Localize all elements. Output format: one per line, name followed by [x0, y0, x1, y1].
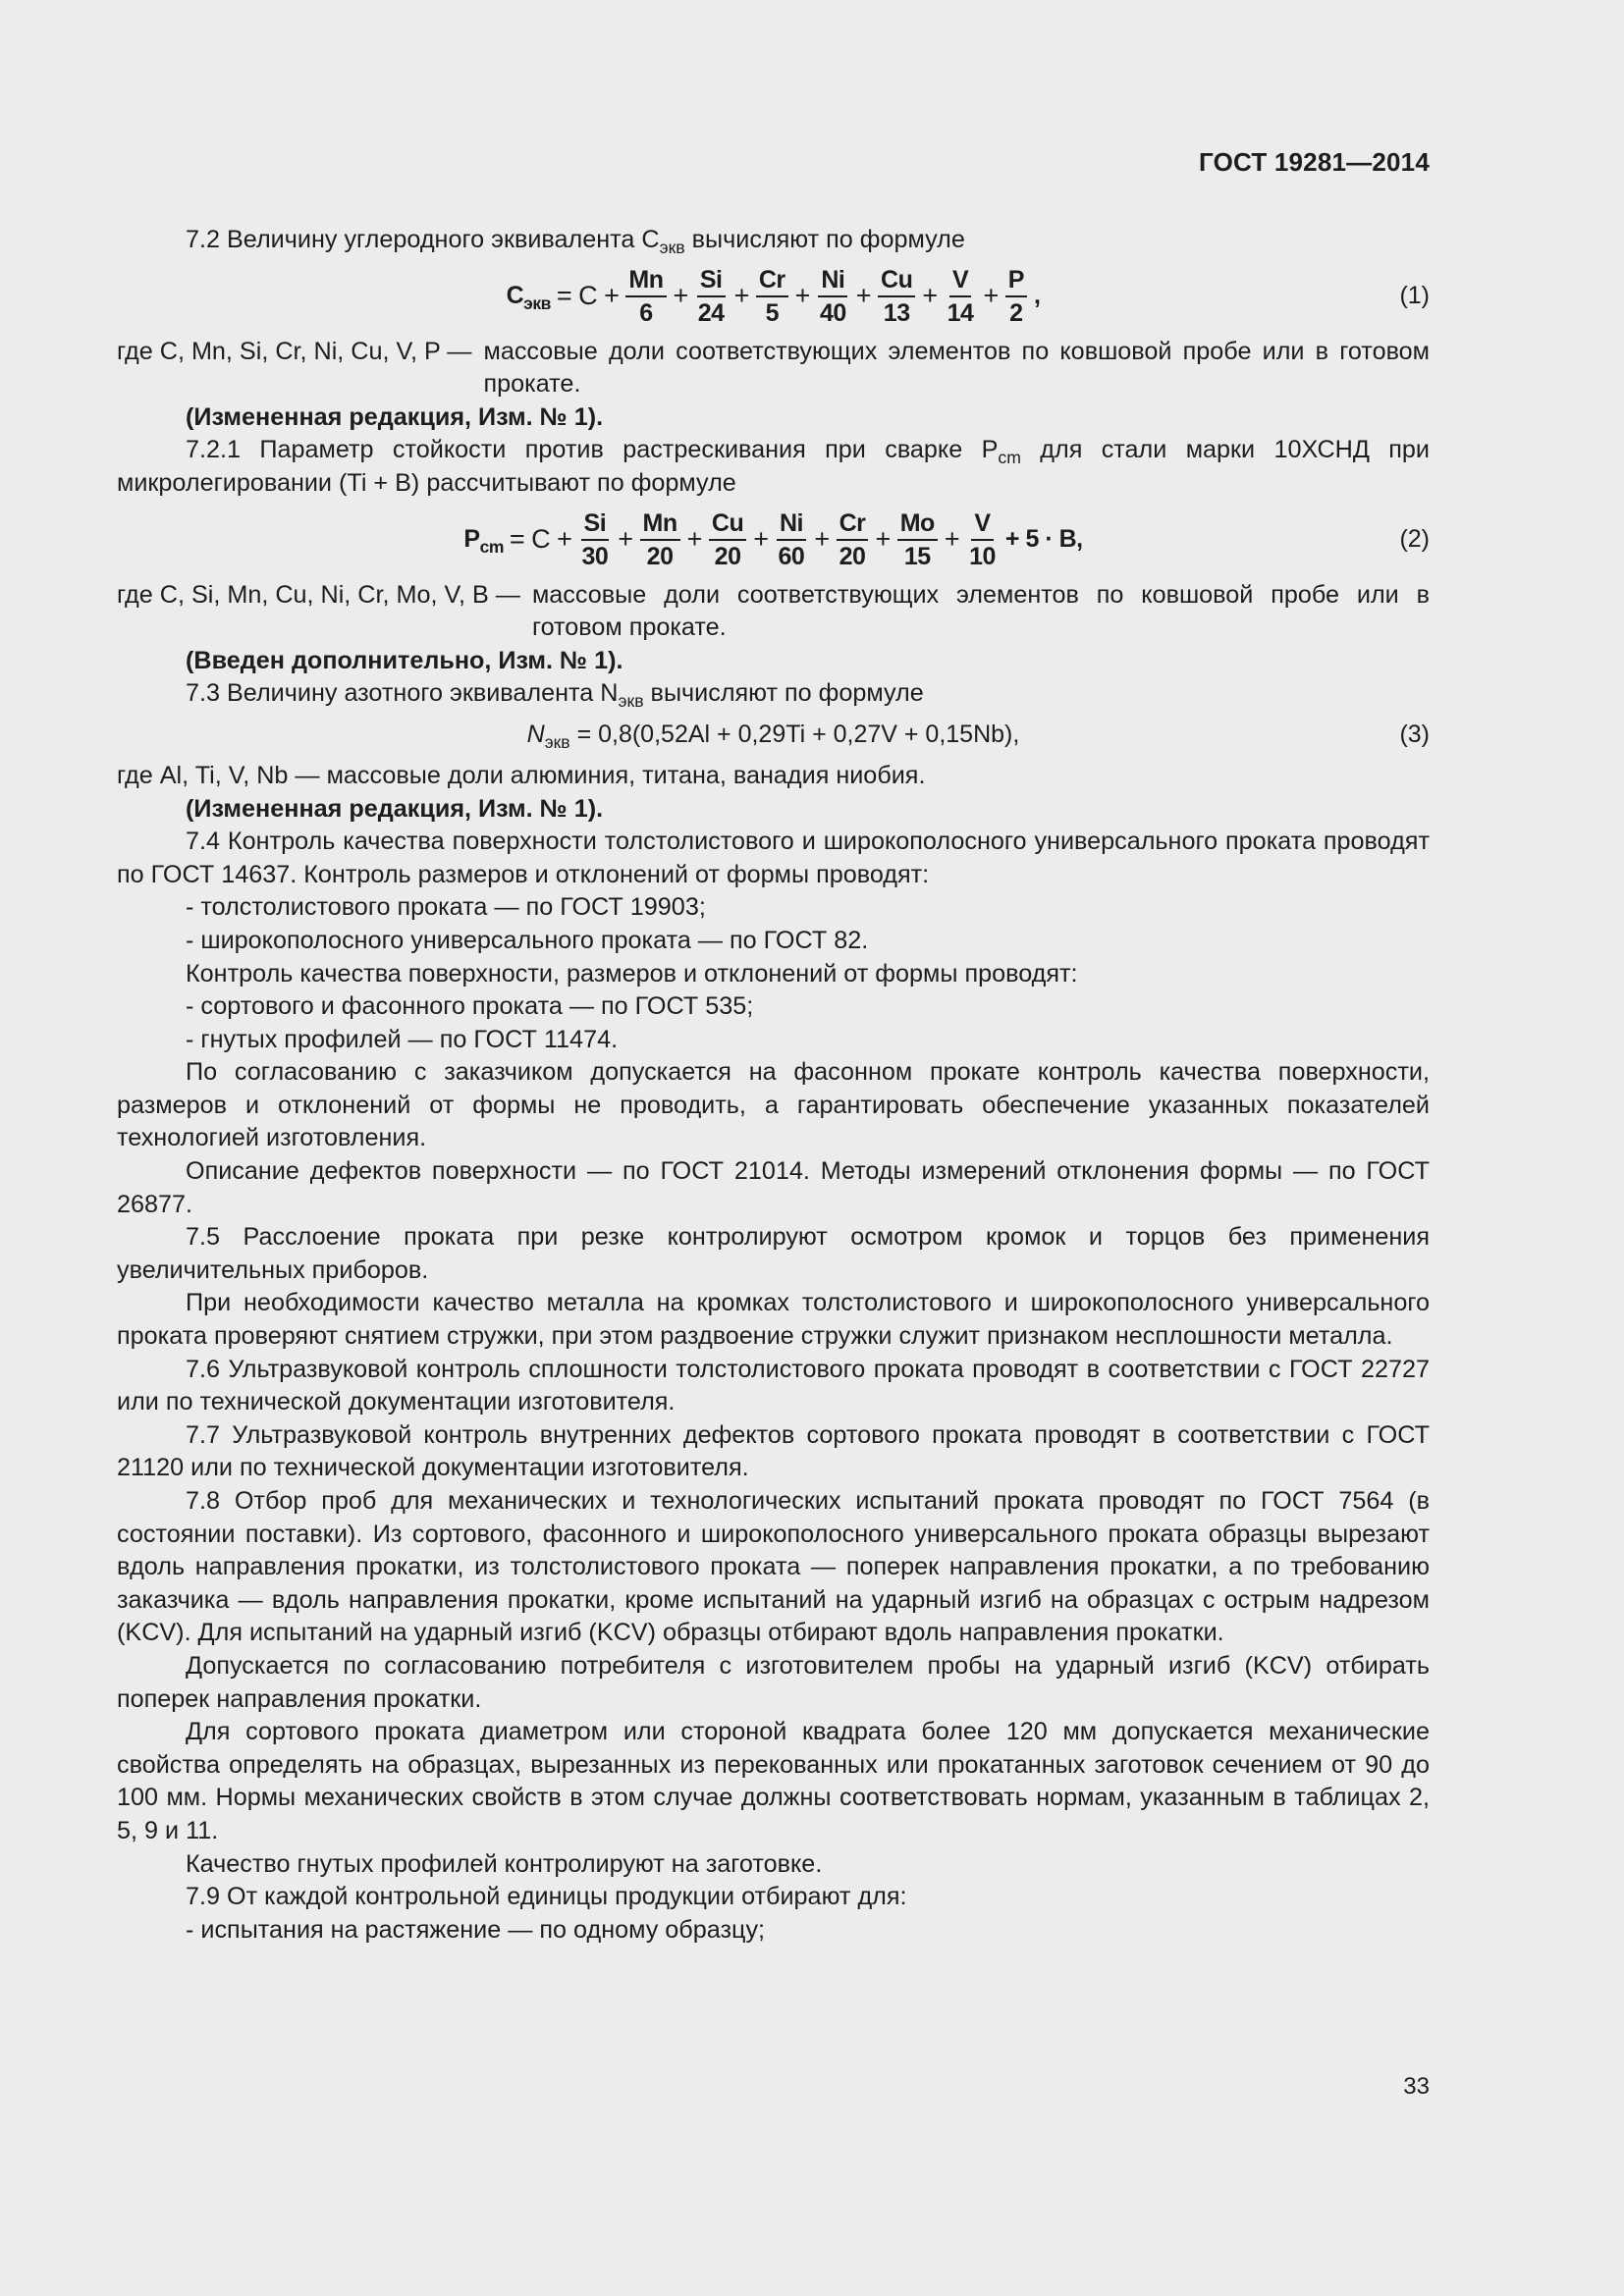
page-number: 33	[1403, 2073, 1430, 2100]
formula-2-expression	[463, 508, 1082, 571]
formula-1-lhs: $С_{экв}$	[506, 281, 551, 313]
formula-2-denominator: 60	[778, 542, 805, 570]
formula-3	[117, 711, 1430, 760]
body-paragraph: - сортового и фасонного проката — по ГОСТ 535;	[186, 992, 754, 1021]
formula-2-tail: + 5 · B,	[1004, 524, 1083, 553]
formula-2-denominator: 10	[969, 542, 996, 570]
body-paragraph: Качество гнутых профилей контролируют на заготовке.	[186, 1849, 823, 1878]
where-1-label: где C, Mn, Si, Cr, Ni, Cu, V, P —	[117, 337, 472, 365]
formula-3-number: (3)	[1399, 721, 1430, 749]
body-paragraph: 7.8 Отбор проб для механических и технологических испытаний проката проводят по ГОСТ 7564 (в состоянии поставки). Из сортового, фасонного и широкополосного универсального проката образцы вырезают вдоль направления прокатки, из толстолистового проката — поперек направления прокатки, а по требованию заказчика — вдоль направления прокатки, кроме испытаний на ударный изгиб на образцах с острым надрезом (KCV). Для испытаний на ударный изгиб (KCV) образцы отбирают вдоль направления прокатки.	[117, 1487, 1430, 1647]
formula-2-plus: +	[814, 523, 830, 554]
body-paragraph: 7.6 Ультразвуковой контроль сплошности толстолистового проката проводят в соответствии с ГОСТ 22727 или по технической документации изготовителя.	[117, 1355, 1430, 1416]
body-paragraph: 7.7 Ультразвуковой контроль внутренних дефектов сортового проката проводят в соответствии с ГОСТ 21120 или по технической документации изготовителя.	[117, 1420, 1430, 1482]
body-paragraph: - гнутых профилей — по ГОСТ 11474.	[186, 1025, 619, 1053]
formula-1-plus: +	[983, 280, 999, 310]
formula-2-plus: +	[944, 523, 960, 554]
formula-1-plus: +	[673, 280, 688, 310]
where-3: где Al, Ti, V, Nb — массовые доли алюминия, титана, ванадия ниобия.	[117, 761, 926, 789]
formula-2-fraction	[709, 508, 746, 571]
formula-2-fraction	[776, 508, 808, 571]
formula-2-denominator: 20	[646, 542, 674, 570]
formula-2	[117, 501, 1430, 579]
formula-1-fraction	[625, 265, 666, 328]
body-paragraphs	[117, 826, 1430, 1947]
amendment-note-3: (Измененная редакция, Изм. № 1).	[186, 794, 604, 823]
formula-2-denominator: 15	[903, 542, 931, 570]
formula-2-numerator: Mn	[640, 508, 680, 541]
formula-3-lhs: N	[526, 721, 545, 749]
formula-1-fraction	[817, 265, 849, 328]
formula-1-numerator: V	[949, 265, 971, 297]
formula-1-plus: +	[794, 280, 810, 310]
formula-1-fraction	[756, 265, 788, 328]
amendment-note-2: (Введен дополнительно, Изм. № 1).	[186, 646, 623, 674]
formula-1-numerator: Ni	[818, 265, 847, 297]
doc-code-header: ГОСТ 19281—2014	[1199, 147, 1430, 177]
formula-3-expression	[527, 719, 1020, 752]
body-paragraph: Допускается по согласованию потребителя с изготовителем пробы на ударный изгиб (KCV) отбирать поперек направления прокатки.	[117, 1651, 1430, 1713]
body-paragraph: 7.5 Расслоение проката при резке контролируют осмотром кромок и торцов без применения увеличительных приборов.	[117, 1223, 1430, 1284]
formula-2-denominator: 20	[839, 542, 866, 570]
where-1-text: массовые доли соответствующих элементов по ковшовой пробе или в готовом прокате.	[483, 337, 1430, 399]
formula-2-lhs: $P_{cm}$	[463, 524, 504, 557]
formula-1-denominator: 2	[1009, 298, 1023, 327]
amendment-note-1: (Измененная редакция, Изм. № 1).	[186, 402, 604, 431]
formula-1-denominator: 5	[765, 298, 779, 327]
formula-1-fraction	[945, 265, 977, 328]
formula-1-numerator: Mn	[625, 265, 666, 297]
formula-1-numerator: Si	[697, 265, 726, 297]
formula-1-fraction	[1005, 265, 1027, 328]
body-paragraph: - широкополосного универсального проката — по ГОСТ 82.	[186, 926, 869, 954]
formula-2-numerator: Cu	[709, 508, 746, 541]
formula-1-denominator: 40	[819, 298, 846, 327]
formula-3-rhs: = 0,8(0,52Al + 0,29Ti + 0,27V + 0,15Nb),	[576, 721, 1020, 749]
formula-1	[117, 257, 1430, 336]
where-2-label: где C, Si, Mn, Cu, Ni, Cr, Mo, V, B —	[117, 580, 520, 609]
formula-2-denominator: 20	[714, 542, 741, 570]
body-paragraph: - испытания на растяжение — по одному образцу;	[186, 1915, 766, 1944]
formula-1-plus: +	[855, 280, 872, 310]
formula-2-numerator: Si	[581, 508, 610, 541]
formula-2-denominator: 30	[581, 542, 609, 570]
formula-2-fraction	[578, 508, 611, 571]
formula-2-number: (2)	[1399, 524, 1430, 553]
formula-2-numerator: Mo	[897, 508, 938, 541]
body-paragraph: Контроль качества поверхности, размеров и отклонений от формы проводят:	[186, 959, 1078, 988]
formula-2-fraction	[640, 508, 680, 571]
formula-1-expression	[507, 265, 1041, 328]
formula-2-numerator: Ni	[777, 508, 806, 541]
body-paragraph: 7.9 От каждой контрольной единицы продукции отбирают для:	[186, 1883, 907, 1911]
paragraph-7-2-1: 7.2.1 Параметр стойкости против растрескивания при сварке $P_{cm}$ для стали марки 10ХСНД при микролегировании (Ti + B) рассчитывают по формуле	[117, 436, 1430, 497]
formula-2-plus: +	[686, 523, 702, 554]
body-paragraph: Описание дефектов поверхности — по ГОСТ 21014. Методы измерений отклонения формы — по ГОСТ 26877.	[117, 1157, 1430, 1218]
formula-2-fraction	[897, 508, 938, 571]
body-paragraph: - толстолистового проката — по ГОСТ 19903;	[186, 893, 706, 922]
formula-3-lhs-sub: экв	[544, 732, 570, 753]
formula-2-fraction	[837, 508, 869, 571]
formula-1-numerator: P	[1005, 265, 1027, 297]
formula-1-denominator: 14	[947, 298, 974, 327]
formula-1-plus: +	[733, 280, 749, 310]
formula-1-numerator: Cr	[756, 265, 788, 297]
formula-2-plus: +	[618, 523, 633, 554]
body-paragraph: При необходимости качество металла на кромках толстолистового и широкополосного универсального проката проверяют снятием стружки, при этом раздвоение стружки служит признаком несплошности металла.	[117, 1289, 1430, 1351]
formula-2-fraction	[966, 508, 999, 571]
body-paragraph: Для сортового проката диаметром или стороной квадрата более 120 мм допускается механические свойства определять на образцах, вырезанных из перекованных или прокатанных заготовок сечением от 90 до 100 мм. Нормы механических свойств в этом случае должны соответствовать нормам, указанным в таблицах 2, 5, 9 и 11.	[117, 1718, 1430, 1844]
paragraph-7-3: 7.3 Величину азотного эквивалента $N_{экв}$ вычисляют по формуле	[186, 679, 924, 712]
where-1	[117, 336, 1430, 401]
formula-2-plus: +	[875, 523, 891, 554]
where-2-text: массовые доли соответствующих элементов по ковшовой пробе или в готовом прокате.	[531, 580, 1430, 642]
body-paragraph: 7.4 Контроль качества поверхности толстолистового и широкополосного универсального проката проводят по ГОСТ 14637. Контроль размеров и отклонений от формы проводят:	[117, 828, 1430, 888]
where-2	[117, 579, 1430, 645]
formula-1-eq: = C +	[556, 280, 620, 310]
formula-1-fraction	[695, 265, 728, 328]
formula-1-denominator: 24	[697, 298, 725, 327]
formula-1-fraction	[878, 265, 915, 328]
body-paragraph: По согласованию с заказчиком допускается на фасонном прокате контроль качества поверхности, размеров и отклонений от формы не проводить, а гарантировать обеспечение указанных показателей технологией изготовления.	[117, 1058, 1430, 1152]
paragraph-7-2: 7.2 Величину углеродного эквивалента $С_{экв}$ вычисляют по формуле	[186, 226, 965, 257]
formula-1-numerator: Cu	[878, 265, 915, 297]
formula-2-numerator: V	[971, 508, 993, 541]
formula-1-denominator: 6	[639, 298, 653, 327]
formula-2-plus: +	[753, 523, 769, 554]
formula-1-denominator: 13	[883, 298, 910, 327]
formula-1-tail: ,	[1033, 281, 1041, 309]
formula-2-numerator: Cr	[837, 508, 869, 541]
formula-2-eq: = C +	[509, 523, 572, 554]
page-content	[117, 224, 1430, 1947]
formula-1-plus: +	[922, 280, 938, 310]
formula-1-number: (1)	[1399, 281, 1430, 309]
